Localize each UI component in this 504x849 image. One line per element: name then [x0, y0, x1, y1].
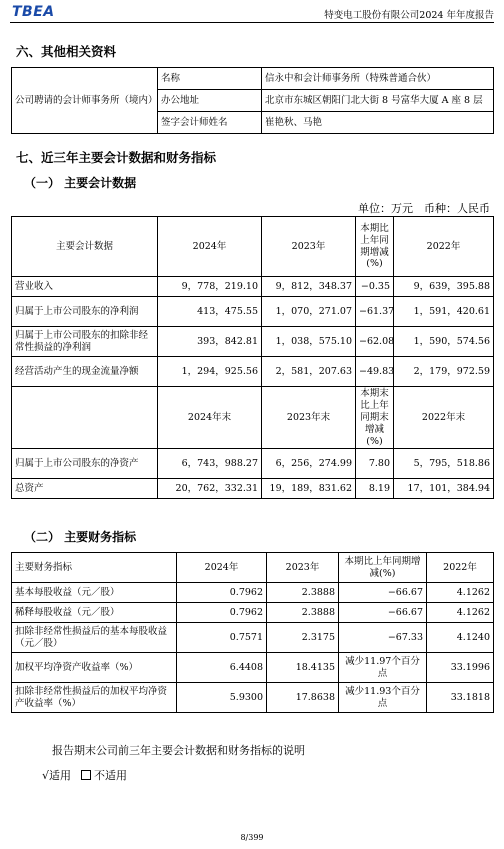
- cell-value: 8.19: [356, 479, 394, 499]
- cell-value: 1，590，574.56: [394, 327, 494, 357]
- table-header: 2023年: [267, 553, 339, 583]
- cell-value: 9，778，219.10: [158, 277, 262, 297]
- cell-value: 减少11.97个百分点: [339, 653, 427, 683]
- table-row: [12, 449, 494, 479]
- report-title: 特变电工股份有限公司2024 年年度报告: [324, 10, 494, 21]
- cell-value: 6，256，274.99: [262, 449, 356, 479]
- table-header: 2024年末: [158, 387, 262, 449]
- table-header: 2022年: [427, 553, 494, 583]
- row-label: 总资产: [12, 479, 158, 499]
- accounting-data-table: [11, 216, 494, 499]
- table-header: 主要会计数据: [12, 217, 158, 277]
- cell-value: −0.35: [356, 277, 394, 297]
- cell-value: −62.08: [356, 327, 394, 357]
- table-header: 本期比上年同期增减(%): [339, 553, 427, 583]
- row-label: 归属于上市公司股东的净资产: [12, 449, 158, 479]
- cell-value: 2.3888: [267, 583, 339, 603]
- cell-value: 17，101，384.94: [394, 479, 494, 499]
- accounting-data-title: （一） 主要会计数据: [24, 176, 137, 190]
- table-row: [12, 297, 494, 327]
- auditor-table: [11, 67, 494, 134]
- cell-value: 0.7962: [177, 583, 267, 603]
- cell-value: 33.1818: [427, 683, 494, 713]
- table-header: 2023年: [262, 217, 356, 277]
- cell-value: 5.9300: [177, 683, 267, 713]
- row-label: 加权平均净资产收益率（%）: [12, 653, 177, 683]
- table-header: 2024年: [177, 553, 267, 583]
- auditor-value: 信永中和会计师事务所（特殊普通合伙）: [262, 68, 494, 90]
- auditor-key: 签字会计师姓名: [158, 112, 262, 134]
- row-label: 扣除非经常性损益后的基本每股收益（元／股）: [12, 623, 177, 653]
- not-applicable-option[interactable]: 不适用: [94, 769, 128, 782]
- cell-value: 1，070，271.07: [262, 297, 356, 327]
- tbea-logo: TBEA: [12, 4, 55, 20]
- cell-value: 4.1262: [427, 603, 494, 623]
- financial-indicators-table: [11, 552, 494, 713]
- row-label: 基本每股收益（元／股）: [12, 583, 177, 603]
- cell-value: 9，812，348.37: [262, 277, 356, 297]
- section-7-title: 七、近三年主要会计数据和财务指标: [16, 150, 217, 165]
- cell-value: 6.4408: [177, 653, 267, 683]
- table-header: 主要财务指标: [12, 553, 177, 583]
- table-header: 本期比上年同期增减(%): [356, 217, 394, 277]
- auditor-key: 名称: [158, 68, 262, 90]
- row-label: 归属于上市公司股东的扣除非经常性损益的净利润: [12, 327, 158, 357]
- cell-value: −66.67: [339, 603, 427, 623]
- cell-value: −49.83: [356, 357, 394, 387]
- table-row: [12, 683, 494, 713]
- cell-value: −61.37: [356, 297, 394, 327]
- table-row: [12, 653, 494, 683]
- explanation-note: 报告期末公司前三年主要会计数据和财务指标的说明: [52, 744, 305, 757]
- cell-value: 2，581，207.63: [262, 357, 356, 387]
- row-label: 经营活动产生的现金流量净额: [12, 357, 158, 387]
- financial-indicators-title: （二） 主要财务指标: [24, 530, 137, 544]
- cell-value: 9，639，395.88: [394, 277, 494, 297]
- cell-value: 20，762，332.31: [158, 479, 262, 499]
- applicable-option[interactable]: √适用: [42, 769, 72, 782]
- cell-value: 1，294，925.56: [158, 357, 262, 387]
- table-header: 2024年: [158, 217, 262, 277]
- table-row: [12, 583, 494, 603]
- auditor-value: 北京市东城区朝阳门北大街 8 号富华大厦 A 座 8 层: [262, 90, 494, 112]
- cell-value: 393，842.81: [158, 327, 262, 357]
- row-label: 扣除非经常性损益后的加权平均净资产收益率（%）: [12, 683, 177, 713]
- cell-value: 0.7571: [177, 623, 267, 653]
- applicability-options: [42, 767, 127, 783]
- table-row: [12, 277, 494, 297]
- table-header: 2023年末: [262, 387, 356, 449]
- unit-currency: 单位：万元 币种：人民币: [358, 202, 490, 215]
- row-label: 营业收入: [12, 277, 158, 297]
- table-row: [12, 623, 494, 653]
- cell-value: 7.80: [356, 449, 394, 479]
- cell-value: −67.33: [339, 623, 427, 653]
- page-number: 8/399: [240, 833, 264, 842]
- cell-value: 5，795，518.86: [394, 449, 494, 479]
- auditor-value: 崔艳秋、马艳: [262, 112, 494, 134]
- table-header: 本期末比上年同期末增减(%): [356, 387, 394, 449]
- cell-value: 33.1996: [427, 653, 494, 683]
- table-row: [12, 479, 494, 499]
- cell-value: 4.1262: [427, 583, 494, 603]
- table-row: [12, 327, 494, 357]
- auditor-label: 公司聘请的会计师事务所（境内）: [12, 68, 158, 134]
- checkbox-icon[interactable]: [81, 770, 91, 780]
- cell-value: 18.4135: [267, 653, 339, 683]
- cell-value: 2.3175: [267, 623, 339, 653]
- cell-value: 1，038，575.10: [262, 327, 356, 357]
- cell-value: 减少11.93个百分点: [339, 683, 427, 713]
- header-divider: [10, 22, 494, 23]
- section-6-title: 六、其他相关资料: [16, 44, 117, 59]
- cell-value: 2.3888: [267, 603, 339, 623]
- cell-value: 0.7962: [177, 603, 267, 623]
- cell-value: 19，189，831.62: [262, 479, 356, 499]
- cell-value: 1，591，420.61: [394, 297, 494, 327]
- table-header: [12, 387, 158, 449]
- table-header: 2022年: [394, 217, 494, 277]
- cell-value: 17.8638: [267, 683, 339, 713]
- page-header: [10, 4, 494, 22]
- row-label: 归属于上市公司股东的净利润: [12, 297, 158, 327]
- cell-value: −66.67: [339, 583, 427, 603]
- auditor-key: 办公地址: [158, 90, 262, 112]
- cell-value: 413，475.55: [158, 297, 262, 327]
- table-row: [12, 357, 494, 387]
- table-header: 2022年末: [394, 387, 494, 449]
- cell-value: 4.1240: [427, 623, 494, 653]
- cell-value: 2，179，972.59: [394, 357, 494, 387]
- table-row: [12, 603, 494, 623]
- row-label: 稀释每股收益（元／股）: [12, 603, 177, 623]
- cell-value: 6，743，988.27: [158, 449, 262, 479]
